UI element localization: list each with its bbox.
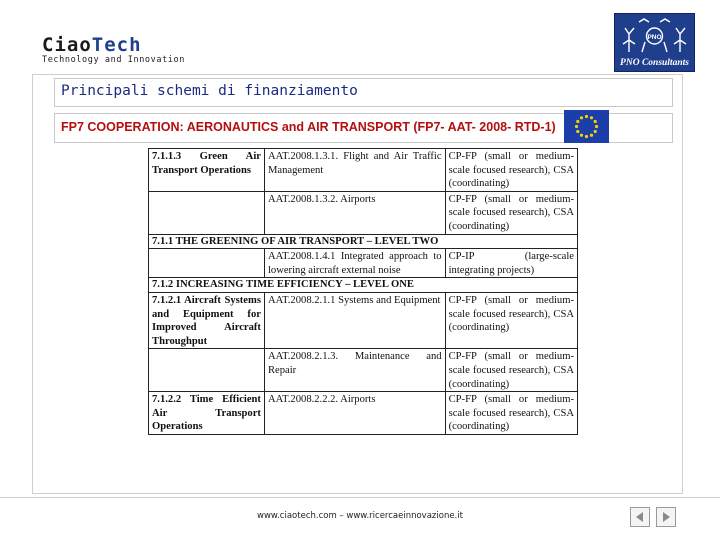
topic-cell bbox=[149, 349, 265, 392]
call-cell: AAT.2008.2.1.3. Maintenance and Repair bbox=[264, 349, 445, 392]
funding-scheme-cell: CP-FP (small or medium-scale focused research), CSA (coordinating) bbox=[445, 149, 577, 192]
section-heading: 7.1.2 INCREASING TIME EFFICIENCY – LEVEL ONE bbox=[149, 278, 578, 293]
table-row bbox=[149, 349, 578, 392]
table-row bbox=[149, 292, 578, 348]
call-cell: AAT.2008.1.3.1. Flight and Air Traffic Management bbox=[264, 149, 445, 192]
ciaotech-logo bbox=[42, 34, 142, 56]
logo-tagline: Technology and Innovation bbox=[42, 55, 185, 65]
funding-scheme-cell: CP-FP (small or medium-scale focused research), CSA (coordinating) bbox=[445, 392, 577, 435]
topic-cell bbox=[149, 249, 265, 278]
next-slide-button[interactable] bbox=[656, 507, 676, 527]
topic-cell: 7.1.2.2 Time Efficient Air Transport Operations bbox=[149, 392, 265, 435]
call-cell: AAT.2008.2.2.2. Airports bbox=[264, 392, 445, 435]
svg-text:PNO: PNO bbox=[647, 34, 662, 41]
table-row bbox=[149, 191, 578, 234]
footer-links[interactable]: www.ciaotech.com – www.ricercaeinnovazione.it bbox=[257, 511, 463, 521]
funding-scheme-cell: CP-IP (large-scale integrating projects) bbox=[445, 249, 577, 278]
funding-schemes-table bbox=[148, 148, 578, 435]
title-box bbox=[54, 78, 673, 107]
triangle-right-icon bbox=[657, 508, 675, 526]
footer-divider bbox=[0, 497, 720, 498]
funding-scheme-cell: CP-FP (small or medium-scale focused research), CSA (coordinating) bbox=[445, 292, 577, 348]
slide-title: Principali schemi di finanziamento bbox=[61, 83, 358, 99]
table-row bbox=[149, 249, 578, 278]
pno-label: PNO Consultants bbox=[620, 58, 689, 68]
triangle-left-icon bbox=[631, 508, 649, 526]
table-section-row bbox=[149, 234, 578, 249]
table-row bbox=[149, 149, 578, 192]
funding-scheme-cell: CP-FP (small or medium-scale focused research), CSA (coordinating) bbox=[445, 349, 577, 392]
call-cell: AAT.2008.1.4.1 Integrated approach to lowering aircraft external noise bbox=[264, 249, 445, 278]
pno-emblem-icon bbox=[615, 14, 694, 60]
funding-scheme-cell: CP-FP (small or medium-scale focused research), CSA (coordinating) bbox=[445, 191, 577, 234]
slide-subtitle: FP7 COOPERATION: AERONAUTICS and AIR TRANSPORT (FP7- AAT- 2008- RTD-1) bbox=[61, 120, 556, 134]
logo-tech-text: Tech bbox=[91, 34, 142, 56]
topic-cell bbox=[149, 191, 265, 234]
table-row bbox=[149, 392, 578, 435]
eu-flag-icon bbox=[564, 110, 609, 143]
call-cell: AAT.2008.2.1.1 Systems and Equipment bbox=[264, 292, 445, 348]
call-cell: AAT.2008.1.3.2. Airports bbox=[264, 191, 445, 234]
pno-logo bbox=[614, 13, 695, 72]
topic-cell: 7.1.2.1 Aircraft Systems and Equipment for Improved Aircraft Throughput bbox=[149, 292, 265, 348]
logo-ciao-text: Ciao bbox=[42, 34, 92, 56]
topic-cell: 7.1.1.3 Green Air Transport Operations bbox=[149, 149, 265, 192]
previous-slide-button[interactable] bbox=[630, 507, 650, 527]
table-section-row bbox=[149, 278, 578, 293]
section-heading: 7.1.1 THE GREENING OF AIR TRANSPORT – LEVEL TWO bbox=[149, 234, 578, 249]
